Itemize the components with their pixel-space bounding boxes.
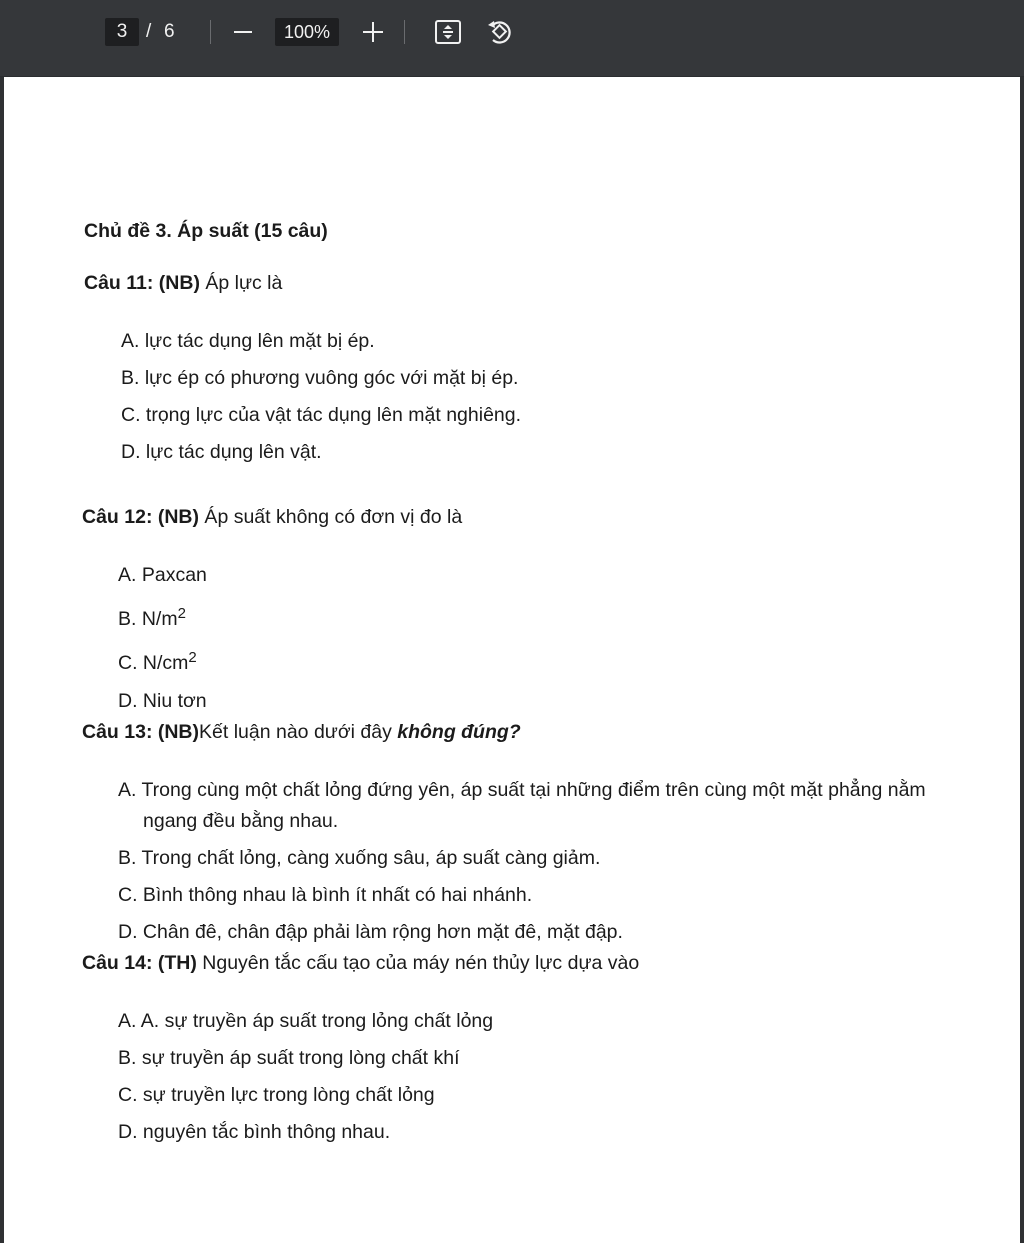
page-number-input[interactable]: 3 [105, 18, 139, 46]
answer-option [118, 607, 186, 631]
page-separator: / [146, 21, 152, 42]
question-12 [82, 505, 462, 529]
answer-option: C. trọng lực của vật tác dụng lên mặt nghiêng. [121, 404, 522, 426]
answer-option: B. lực ép có phương vuông góc với mặt bị ép. [121, 367, 519, 389]
page-total: 6 [164, 21, 175, 42]
answer-option: B. sự truyền áp suất trong lòng chất khí [118, 1047, 460, 1069]
answer-option [118, 651, 197, 675]
superscript: 2 [177, 605, 186, 622]
question-emphasis: không đúng? [397, 721, 521, 743]
zoom-out-icon[interactable] [228, 16, 258, 48]
answer-option: D. lực tác dụng lên vật. [121, 441, 322, 463]
answer-option: C. sự truyền lực trong lòng chất lỏng [118, 1084, 435, 1106]
answer-option: B. Trong chất lỏng, càng xuống sâu, áp suất càng giảm. [118, 847, 601, 869]
fit-page-icon[interactable] [434, 18, 462, 46]
rotate-icon[interactable] [485, 17, 515, 47]
question-text: Kết luận nào dưới đây [199, 721, 398, 743]
viewer-frame-left [0, 0, 4, 1243]
answer-option: D. Niu tơn [118, 690, 207, 712]
question-text: Nguyên tắc cấu tạo của máy nén thủy lực dựa vào [196, 952, 640, 974]
toolbar-divider [210, 20, 211, 44]
zoom-level-input[interactable]: 100% [275, 18, 339, 46]
answer-option: C. Bình thông nhau là bình ít nhất có hai nhánh. [118, 884, 533, 906]
question-label: Câu 11: (NB) [84, 272, 200, 294]
question-label: Câu 13: (NB) [82, 721, 200, 743]
answer-option: A. A. sự truyền áp suất trong lỏng chất lỏng [118, 1010, 494, 1032]
viewer-frame-right [1020, 0, 1024, 1243]
zoom-in-icon[interactable] [358, 16, 388, 48]
question-label: Câu 14: (TH) [82, 952, 197, 974]
answer-option: D. nguyên tắc bình thông nhau. [118, 1121, 391, 1143]
answer-text: B. N/m [118, 608, 178, 630]
answer-option: A. Paxcan [118, 564, 207, 586]
superscript: 2 [188, 649, 197, 666]
answer-option: A. lực tác dụng lên mặt bị ép. [121, 330, 375, 352]
answer-option-continued: ngang đều bằng nhau. [143, 810, 339, 832]
question-label: Câu 12: (NB) [82, 506, 200, 528]
question-text: Áp lực là [199, 272, 283, 294]
pdf-toolbar [0, 0, 1024, 77]
answer-option: A. Trong cùng một chất lỏng đứng yên, áp suất tại những điểm trên cùng một mặt phẳng nằm [118, 779, 926, 801]
question-11 [84, 271, 282, 295]
toolbar-divider [404, 20, 405, 44]
question-text: Áp suất không có đơn vị đo là [199, 506, 463, 528]
topic-heading: Chủ đề 3. Áp suất (15 câu) [84, 220, 328, 242]
question-13 [82, 720, 521, 744]
question-14 [82, 951, 639, 975]
answer-text: C. N/cm [118, 652, 189, 674]
answer-option: D. Chân đê, chân đập phải làm rộng hơn mặt đê, mặt đập. [118, 921, 623, 943]
